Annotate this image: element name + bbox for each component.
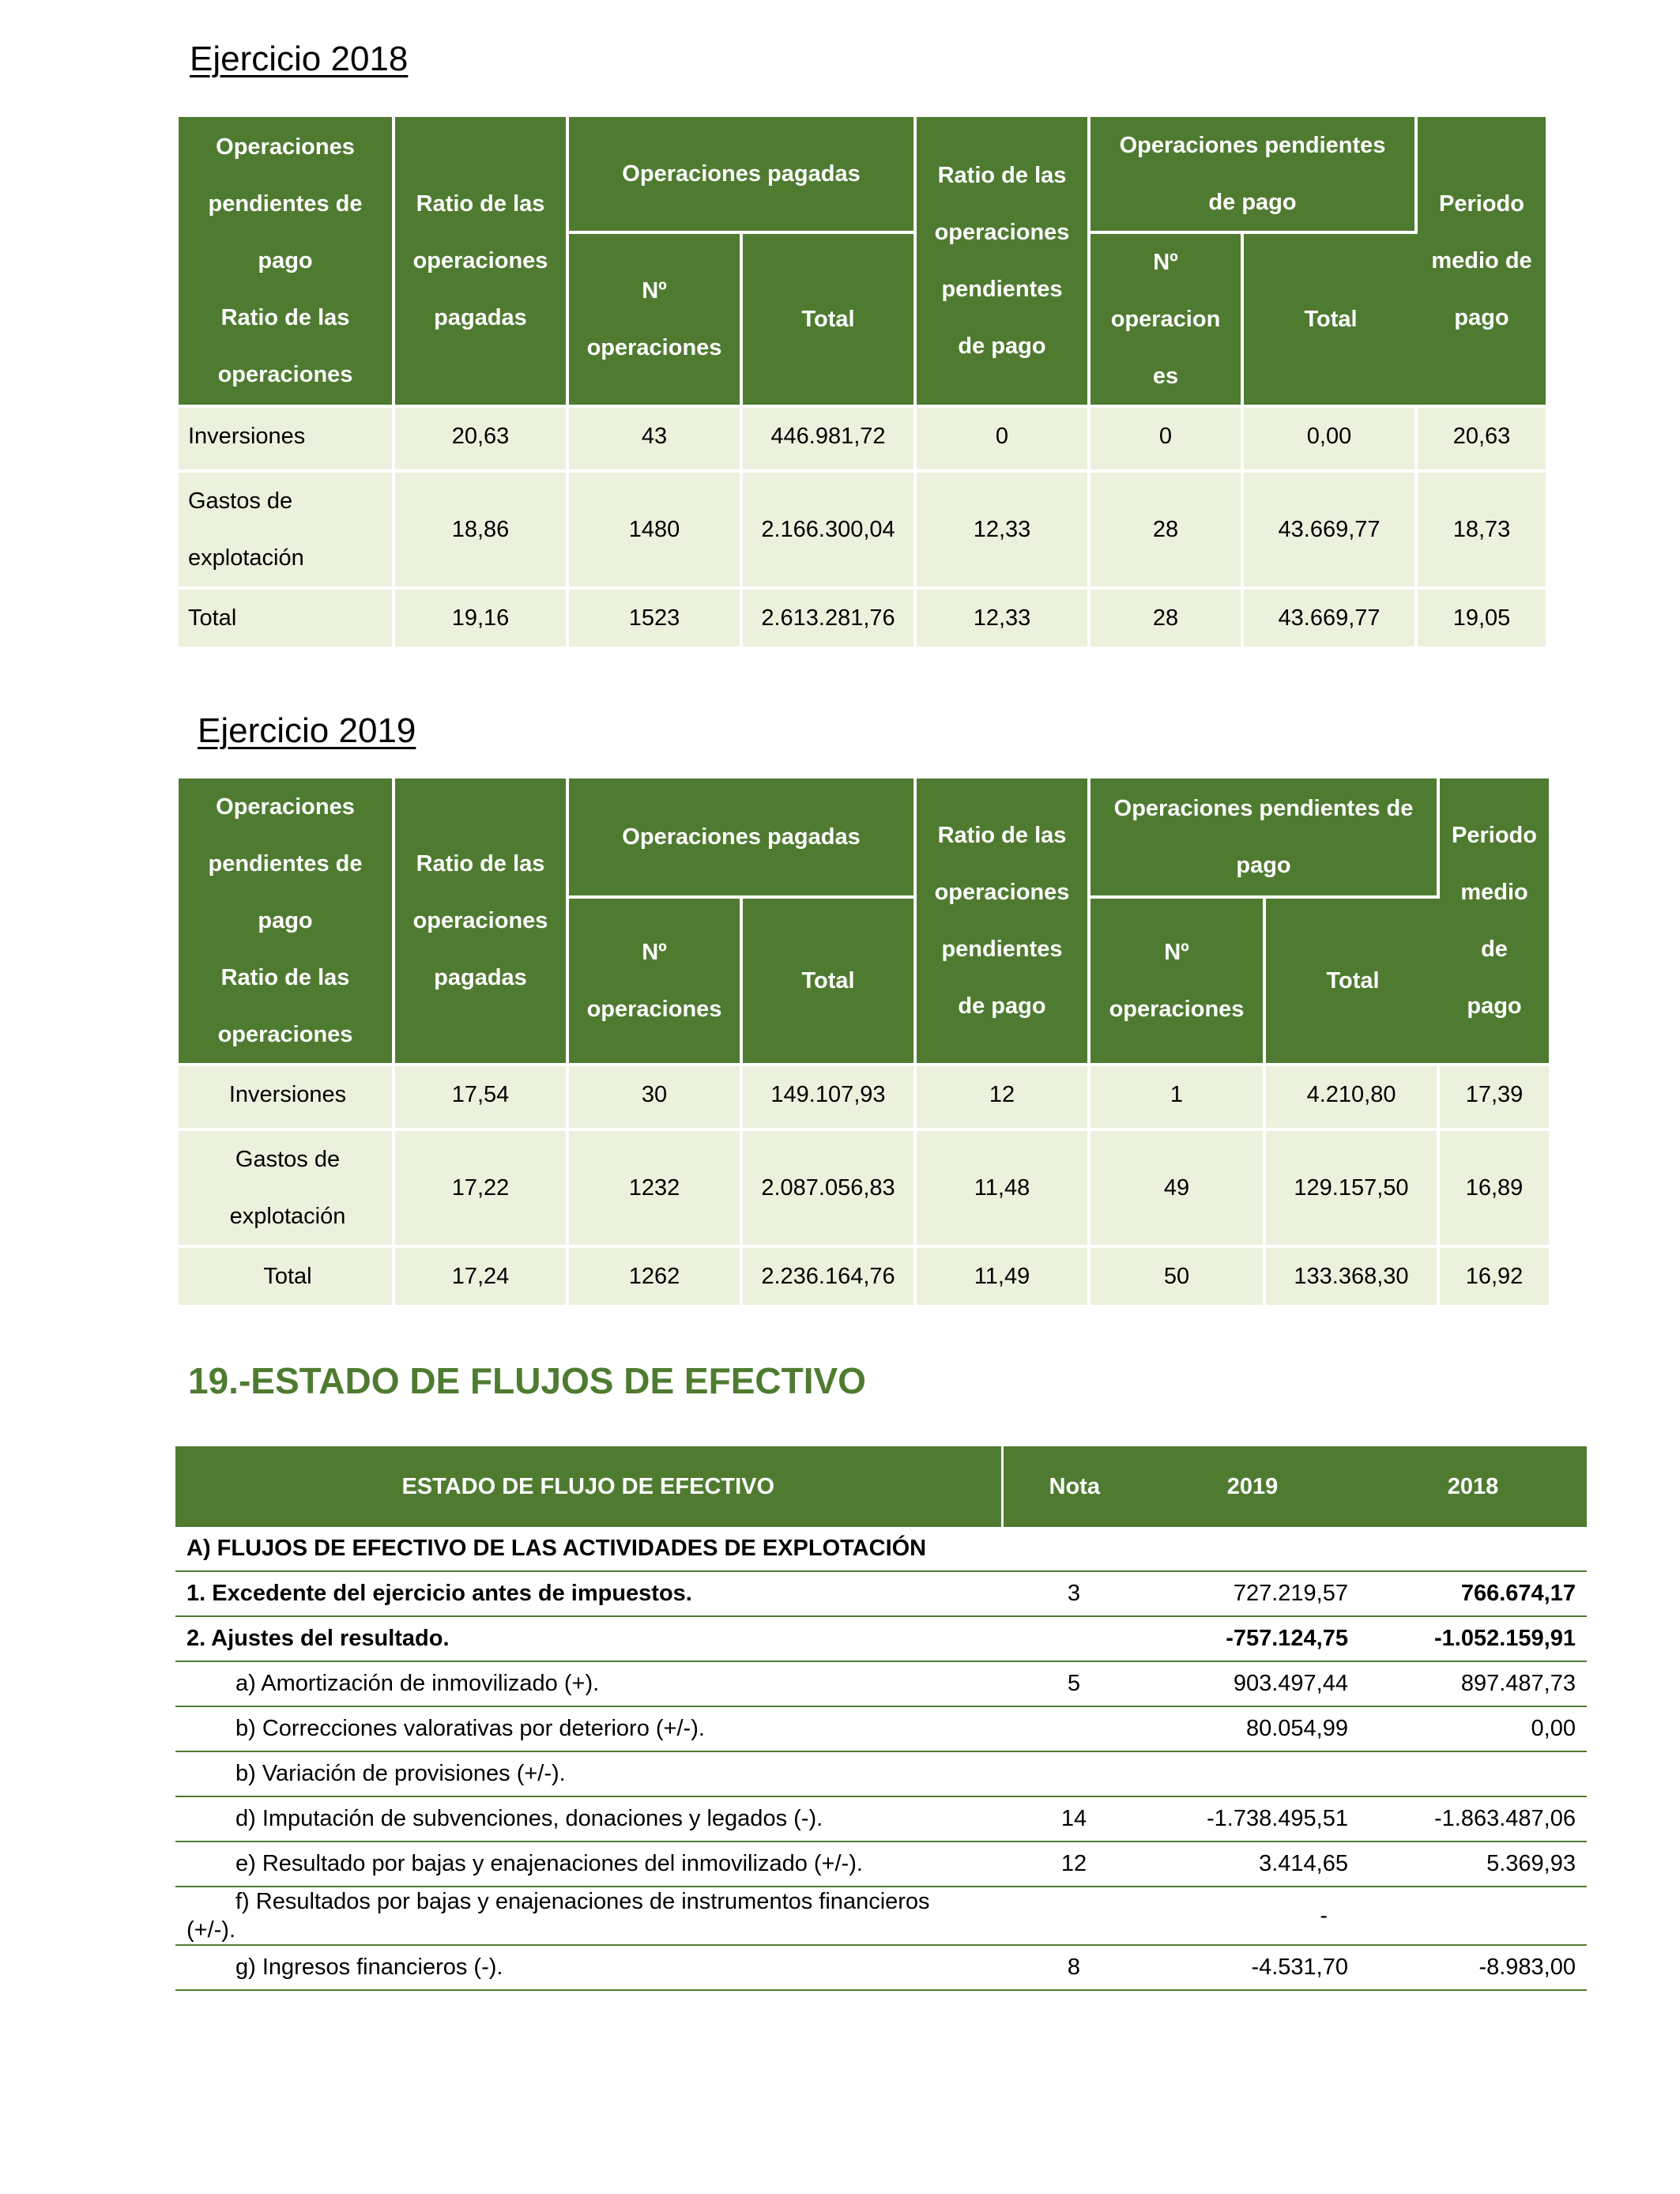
cell-total-pendientes: 0,00 [1244, 408, 1418, 473]
cell-n-pagadas: 30 [569, 1066, 743, 1131]
cell-2018: -8.983,00 [1359, 1945, 1587, 1990]
cell-n-pagadas: 1262 [569, 1248, 743, 1308]
row-label: Total [179, 1248, 395, 1308]
cell-nota [1002, 1616, 1146, 1661]
cell-2019: 3.414,65 [1146, 1842, 1359, 1887]
cell-pmp: 16,92 [1440, 1248, 1549, 1308]
cell-pmp: 17,39 [1440, 1066, 1549, 1131]
cell-ratio-pendientes: 12,33 [917, 590, 1090, 650]
header-periodo-medio: Periodo medio de pago [1418, 117, 1546, 408]
cell-n-pendientes: 1 [1090, 1066, 1266, 1131]
header-n-operaciones-pendientes: Nº operacion es [1090, 234, 1244, 408]
cell-n-pagadas: 1232 [569, 1131, 743, 1248]
cell-2018: -1.863.487,06 [1359, 1796, 1587, 1842]
heading-ejercicio-2019: Ejercicio 2019 [198, 711, 416, 750]
cell-ratio-pagadas: 19,16 [395, 590, 569, 650]
cell-pmp: 20,63 [1418, 408, 1546, 473]
section-title: 19.-ESTADO DE FLUJOS DE EFECTIVO [188, 1360, 866, 1401]
cell-2018 [1359, 1751, 1587, 1796]
cell-n-pendientes: 0 [1090, 408, 1244, 473]
header-concepto: ESTADO DE FLUJO DE EFECTIVO [175, 1446, 1002, 1527]
cell-n-pendientes: 28 [1090, 590, 1244, 650]
table-row [175, 1706, 1587, 1751]
cell-2018 [1359, 1887, 1587, 1945]
cell-2019: -4.531,70 [1146, 1945, 1359, 1990]
cell-n-pagadas: 1523 [569, 590, 743, 650]
cell-total-pagadas: 2.166.300,04 [743, 473, 917, 590]
table-row [175, 1571, 1587, 1616]
cell-ratio-pagadas: 17,22 [395, 1131, 569, 1248]
cell-total-pagadas: 2.236.164,76 [743, 1248, 917, 1308]
cell-ratio-pendientes: 12 [917, 1066, 1090, 1131]
cell-nota [1002, 1751, 1146, 1796]
table-flujos-efectivo [175, 1446, 1587, 1991]
header-n-operaciones-pagadas: Nº operaciones [569, 234, 743, 408]
cell-total-pagadas: 149.107,93 [743, 1066, 917, 1131]
table-row [175, 1527, 1587, 1571]
table-row [175, 1616, 1587, 1661]
table-pmp-2018 [179, 117, 1546, 650]
cell-n-pagadas: 43 [569, 408, 743, 473]
cell-2018: 897.487,73 [1359, 1661, 1587, 1706]
header-total-pagadas: Total [743, 234, 917, 408]
heading-ejercicio-2018: Ejercicio 2018 [190, 40, 409, 78]
row-description: b) Correcciones valorativas por deterioro (+/-). [175, 1706, 1002, 1751]
header-nota: Nota [1002, 1446, 1146, 1527]
cell-2018: -1.052.159,91 [1359, 1616, 1587, 1661]
header-2019: 2019 [1146, 1446, 1359, 1527]
cell-total-pagadas: 2.087.056,83 [743, 1131, 917, 1248]
cell-2019: 727.219,57 [1146, 1571, 1359, 1616]
header-periodo-medio: Periodo medio de pago [1440, 778, 1549, 1066]
table-row [175, 1796, 1587, 1842]
cell-pmp: 18,73 [1418, 473, 1546, 590]
cell-total-pagadas: 446.981,72 [743, 408, 917, 473]
row-label: Gastos de explotación [179, 1131, 395, 1248]
row-description: g) Ingresos financieros (-). [175, 1945, 1002, 1990]
cell-total-pendientes: 129.157,50 [1266, 1131, 1440, 1248]
cell-nota [1002, 1887, 1146, 1945]
table-row [179, 1131, 1549, 1248]
table-row [175, 1661, 1587, 1706]
header-operaciones-pendientes: Operaciones pendientes de pago Ratio de las operaciones [179, 778, 395, 1066]
row-description: 1. Excedente del ejercicio antes de impuestos. [175, 1571, 1002, 1616]
cell-ratio-pagadas: 17,24 [395, 1248, 569, 1308]
cell-2019: -757.124,75 [1146, 1616, 1359, 1661]
header-ratio-pendientes: Ratio de las operaciones pendientes de pago [917, 778, 1090, 1066]
table-pmp-2019 [179, 778, 1549, 1308]
cell-ratio-pagadas: 20,63 [395, 408, 569, 473]
header-operaciones-pagadas: Operaciones pagadas [569, 778, 917, 899]
header-ratio-pendientes: Ratio de las operaciones pendientes de pago [917, 117, 1090, 408]
cell-ratio-pendientes: 11,49 [917, 1248, 1090, 1308]
cell-2018: 0,00 [1359, 1706, 1587, 1751]
header-total-pendientes: Total [1244, 234, 1418, 408]
header-n-operaciones-pendientes: Nº operaciones [1090, 899, 1266, 1066]
cell-ratio-pagadas: 17,54 [395, 1066, 569, 1131]
cell-total-pagadas: 2.613.281,76 [743, 590, 917, 650]
row-description: b) Variación de provisiones (+/-). [175, 1751, 1002, 1796]
cell-2019: - [1146, 1887, 1359, 1945]
row-label: Total [179, 590, 395, 650]
header-operaciones-pendientes-pago: Operaciones pendientes de pago [1090, 117, 1418, 234]
row-description: d) Imputación de subvenciones, donaciones y legados (-). [175, 1796, 1002, 1842]
cell-total-pendientes: 43.669,77 [1244, 473, 1418, 590]
cell-ratio-pendientes: 0 [917, 408, 1090, 473]
cell-2019: 903.497,44 [1146, 1661, 1359, 1706]
row-description: a) Amortización de inmovilizado (+). [175, 1661, 1002, 1706]
cell-n-pendientes: 50 [1090, 1248, 1266, 1308]
cell-total-pendientes: 4.210,80 [1266, 1066, 1440, 1131]
cell-2018: 766.674,17 [1359, 1571, 1587, 1616]
cell-ratio-pagadas: 18,86 [395, 473, 569, 590]
table-row [175, 1945, 1587, 1990]
row-description: f) Resultados por bajas y enajenaciones de instrumentos financieros (+/-). [175, 1887, 1002, 1945]
table-row [179, 473, 1546, 590]
cell-2019 [1146, 1751, 1359, 1796]
header-n-operaciones-pagadas: Nº operaciones [569, 899, 743, 1066]
cell-nota: 14 [1002, 1796, 1146, 1842]
cell-2019: -1.738.495,51 [1146, 1796, 1359, 1842]
cell-nota: 3 [1002, 1571, 1146, 1616]
cell-n-pendientes: 49 [1090, 1131, 1266, 1248]
cell-pmp: 19,05 [1418, 590, 1546, 650]
table-row [179, 408, 1546, 473]
header-total-pendientes: Total [1266, 899, 1440, 1066]
header-operaciones-pendientes: Operaciones pendientes de pago Ratio de las operaciones [179, 117, 395, 408]
table-row [179, 1066, 1549, 1131]
cell-nota: 8 [1002, 1945, 1146, 1990]
row-description: e) Resultado por bajas y enajenaciones del inmovilizado (+/-). [175, 1842, 1002, 1887]
cell-ratio-pendientes: 12,33 [917, 473, 1090, 590]
cell-n-pendientes: 28 [1090, 473, 1244, 590]
header-operaciones-pagadas: Operaciones pagadas [569, 117, 917, 234]
table-row [179, 590, 1546, 650]
header-2018: 2018 [1359, 1446, 1587, 1527]
row-label: Inversiones [179, 1066, 395, 1131]
table-row [179, 1248, 1549, 1308]
cell-2019: 80.054,99 [1146, 1706, 1359, 1751]
table-row [175, 1842, 1587, 1887]
cell-nota: 12 [1002, 1842, 1146, 1887]
row-label: Gastos de explotación [179, 473, 395, 590]
header-operaciones-pendientes-pago: Operaciones pendientes de pago [1090, 778, 1440, 899]
cell-nota: 5 [1002, 1661, 1146, 1706]
cell-total-pendientes: 43.669,77 [1244, 590, 1418, 650]
row-label: Inversiones [179, 408, 395, 473]
cell-n-pagadas: 1480 [569, 473, 743, 590]
header-total-pagadas: Total [743, 899, 917, 1066]
table-row [175, 1751, 1587, 1796]
row-description: 2. Ajustes del resultado. [175, 1616, 1002, 1661]
cell-ratio-pendientes: 11,48 [917, 1131, 1090, 1248]
header-ratio-pagadas: Ratio de las operaciones pagadas [395, 778, 569, 1066]
cell-pmp: 16,89 [1440, 1131, 1549, 1248]
cell-2018: 5.369,93 [1359, 1842, 1587, 1887]
cell-nota [1002, 1706, 1146, 1751]
cell-total-pendientes: 133.368,30 [1266, 1248, 1440, 1308]
table-row [175, 1887, 1587, 1945]
header-ratio-pagadas: Ratio de las operaciones pagadas [395, 117, 569, 408]
row-description: A) FLUJOS DE EFECTIVO DE LAS ACTIVIDADES DE EXPLOTACIÓN [175, 1527, 1587, 1571]
